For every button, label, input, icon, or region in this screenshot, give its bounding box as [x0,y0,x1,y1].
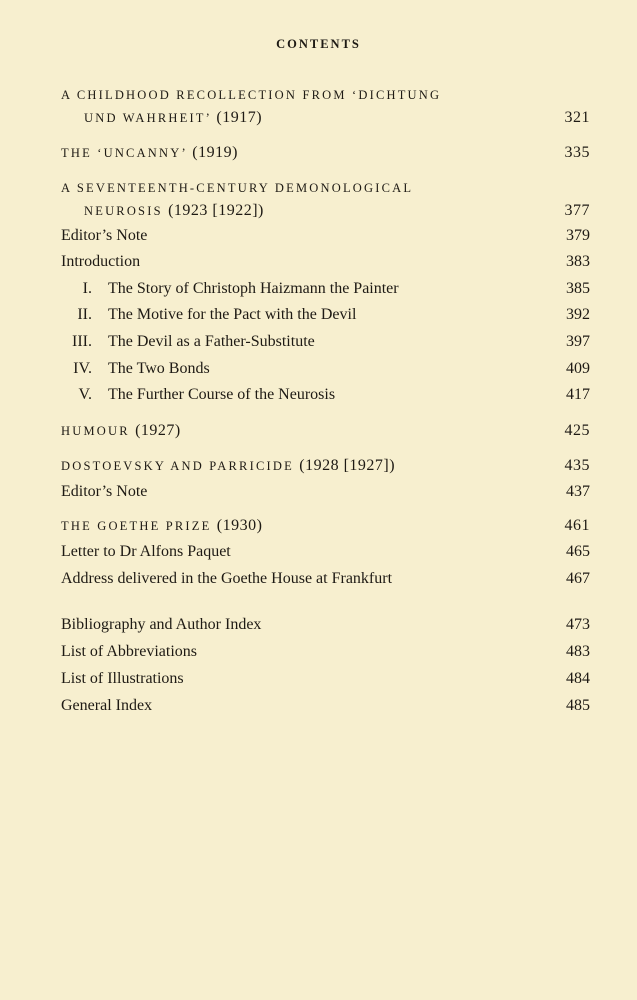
toc-entry [61,696,590,716]
entry-title: A CHILDHOOD RECOLLECTION FROM ‘DICHTUNG [61,88,442,102]
toc-entry-heading [61,516,590,536]
entry-title: Bibliography and Author Index [61,616,262,633]
entry-page: 379 [566,227,590,244]
entry-number: V. [78,386,92,403]
entry-title: The Story of Christoph Haizmann the Painter [108,280,399,297]
entry-title: The Devil as a Father-Substitute [108,333,315,350]
entry-title: Editor’s Note [61,227,148,244]
entry-title: List of Illustrations [61,670,184,687]
entry-title: Introduction [61,253,141,270]
entry-title: NEUROSIS [84,204,163,218]
entry-page: 385 [566,280,590,297]
entry-page: 425 [564,422,590,439]
entry-year: (1917) [216,109,263,126]
entry-title: THE GOETHE PRIZE [61,519,212,533]
toc-subentry [66,385,590,405]
toc-entry-heading [84,108,590,128]
entry-page: 321 [564,109,590,126]
toc-entry [61,615,590,635]
toc-entry-heading [61,143,590,163]
entry-title: Address delivered in the Goethe House at Frankfurt [61,570,393,587]
toc-subentry [66,332,590,352]
toc-entry [61,542,590,562]
entry-title: General Index [61,697,153,714]
entry-page: 484 [566,670,590,687]
entry-page: 461 [564,517,590,534]
entry-page: 437 [566,483,590,500]
entry-year: (1930) [216,517,263,534]
running-head: CONTENTS [276,37,361,51]
entry-title: HUMOUR [61,424,130,438]
entry-page: 409 [566,360,590,377]
entry-page: 485 [566,697,590,714]
entry-title: UND WAHRHEIT’ [84,111,212,125]
entry-title: The Motive for the Pact with the Devil [108,306,357,323]
entry-page: 397 [566,333,590,350]
toc-entry-heading [61,85,590,105]
entry-title: The Further Course of the Neurosis [108,386,336,403]
entry-number: IV. [73,360,92,377]
entry-year: (1919) [192,144,238,161]
entry-year: (1928 [1927]) [299,457,396,474]
toc-subentry [66,305,590,325]
entry-page: 392 [566,306,590,323]
entry-title: THE ‘UNCANNY’ [61,146,187,160]
entry-title: The Two Bonds [108,360,210,377]
entry-page: 483 [566,643,590,660]
entry-number: II. [77,306,92,323]
entry-title: List of Abbreviations [61,643,197,660]
toc-entry-heading [61,421,590,441]
entry-page: 377 [564,202,590,219]
entry-page: 417 [566,386,590,403]
toc-entry [61,642,590,662]
entry-year: (1923 [1922]) [168,202,264,219]
entry-page: 465 [566,543,590,560]
toc-entry [61,252,590,272]
toc-subentry [66,279,590,299]
entry-number: III. [72,333,92,350]
entry-page: 435 [564,457,590,474]
toc-entry [61,569,590,589]
entry-number: I. [82,280,92,297]
toc-entry-heading [61,456,590,476]
toc-entry-heading [84,201,590,221]
entry-title: Letter to Dr Alfons Paquet [61,543,231,560]
entry-page: 473 [566,616,590,633]
entry-title: Editor’s Note [61,483,148,500]
toc-entry [61,482,590,502]
entry-page: 335 [564,144,590,161]
toc-subentry [66,359,590,379]
entry-title: A SEVENTEENTH-CENTURY DEMONOLOGICAL [61,181,414,195]
toc-entry [61,669,590,689]
toc-entry-heading [61,178,590,198]
entry-title: DOSTOEVSKY AND PARRICIDE [61,459,294,473]
toc-entry [61,226,590,246]
entry-page: 467 [566,570,590,587]
entry-page: 383 [566,253,590,270]
entry-year: (1927) [135,422,181,439]
